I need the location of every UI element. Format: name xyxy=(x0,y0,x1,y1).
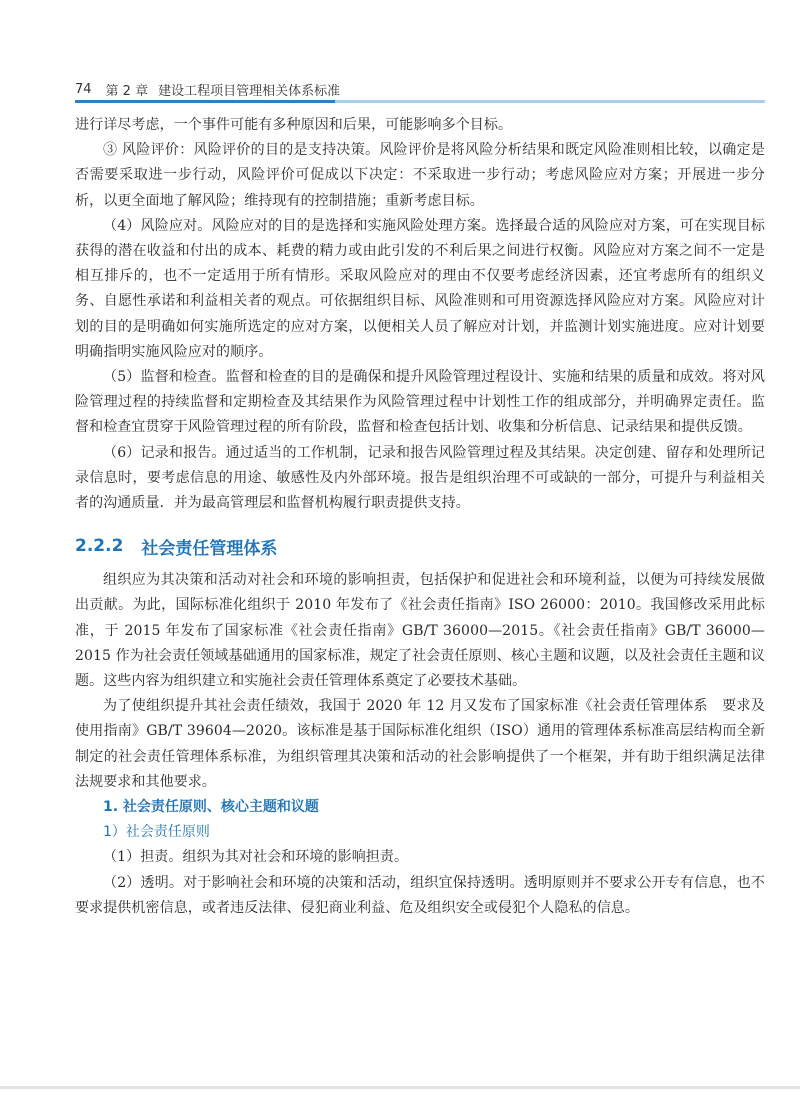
header-rule xyxy=(75,100,765,103)
paragraph: 进行详尽考虑，一个事件可能有多种原因和后果，可能影响多个目标。 xyxy=(75,117,513,133)
page-number: 74 xyxy=(75,81,92,97)
paragraph: （2）透明。对于影响社会和环境的决策和活动，组织宜保持透明。透明原则并不要求公开专有信息，也不要求提供机密信息，或者违反法律、侵犯商业利益、危及组织安全或侵犯个人隐私的信息。 xyxy=(75,874,765,916)
running-header xyxy=(75,78,765,100)
subheading: 1. 社会责任原则、核心主题和议题 xyxy=(103,799,319,816)
section-number: 2.2.2 xyxy=(75,536,124,557)
header-rule-dark xyxy=(75,100,335,103)
header-rule-light xyxy=(335,100,765,103)
paragraph: 为了使组织提升其社会责任绩效，我国于 2020 年 12 月又发布了国家标准《社会责任管理体系 要求及使用指南》GB/T 39604—2020。该标准是基于国际标准化组织（ISO）通用的管理体系标准高层结构而全新制定的社会责任管理体系标准，为组织管理其决策和活动的社会影响提供了一个框架，并有助于组织满足法律法规要求和其他要求。 xyxy=(75,698,765,790)
section-title: 社会责任管理体系 xyxy=(141,538,278,559)
paragraph: （5）监督和检查。监督和检查的目的是确保和提升风险管理过程设计、实施和结果的质量和成效。将对风险管理过程的持续监督和定期检查及其结果作为风险管理过程中计划性工作的组成部分，并明确界定责任。监督和检查宜贯穿于风险管理过程的所有阶段，监督和检查包括计划、收集和分析信息、记录结果和提供反馈。 xyxy=(75,369,765,436)
page-body xyxy=(75,113,765,921)
footer-rule xyxy=(0,1086,800,1089)
chapter-title: 建设工程项目管理相关体系标准 xyxy=(158,83,341,99)
section-heading xyxy=(75,524,765,568)
paragraph: （6）记录和报告。通过适当的工作机制，记录和报告风险管理过程及其结果。决定创建、留存和处理所记录信息时，要考虑信息的用途、敏感性及内外部环境。报告是组织治理不可或缺的一部分，可提升与利益相关者的沟通质量．并为最高管理层和监督机构履行职责提供支持。 xyxy=(75,444,765,512)
paragraph: （4）风险应对。风险应对的目的是选择和实施风险处理方案。选择最合适的风险应对方案，可在实现目标获得的潜在收益和付出的成本、耗费的精力或由此引发的不利后果之间进行权衡。风险应对方案之间不一定是相互排斥的，也不一定适用于所有情形。采取风险应对的理由不仅要考虑经济因素，还宜考虑所有的组织义务、自愿性承诺和利益相关者的观点。可依据组织目标、风险准则和可用资源选择风险应对方案。风险应对计划的目的是明确如何实施所选定的应对方案，以便相关人员了解应对计划，并监测计划实施进度。应对计划要明确指明实施风险应对的顺序。 xyxy=(75,217,765,360)
subheading: 1）社会责任原则 xyxy=(103,824,210,841)
paragraph: ③ 风险评价：风险评价的目的是支持决策。风险评价是将风险分析结果和既定风险准则相比较，以确定是否需要采取进一步行动，风险评价可促成以下决定：不采取进一步行动；考虑风险应对方案；开展进一步分析，以更全面地了解风险；维持现有的控制措施；重新考虑目标。 xyxy=(75,142,765,209)
chapter-label: 第 2 章 xyxy=(105,83,149,99)
paragraph: （1）担责。组织为其对社会和环境的影响担责。 xyxy=(103,849,409,866)
paragraph: 组织应为其决策和活动对社会和环境的影响担责，包括保护和促进社会和环境利益，以便为可持续发展做出贡献。为此，国际标准化组织于 2010 年发布了《社会责任指南》ISO 26000：2010。我国修改采用此标准，于 2015 年发布了国家标准《社会责任指南》GB/T 36000—2015。《社会责任指南》GB/T 36000—2015 作为社会责任领域基础通用的国家标准，规定了社会责任原则、核心主题和议题，以及社会责任主题和议题。这些内容为组织建立和实施社会责任管理体系奠定了必要技术基础。 xyxy=(75,572,765,690)
